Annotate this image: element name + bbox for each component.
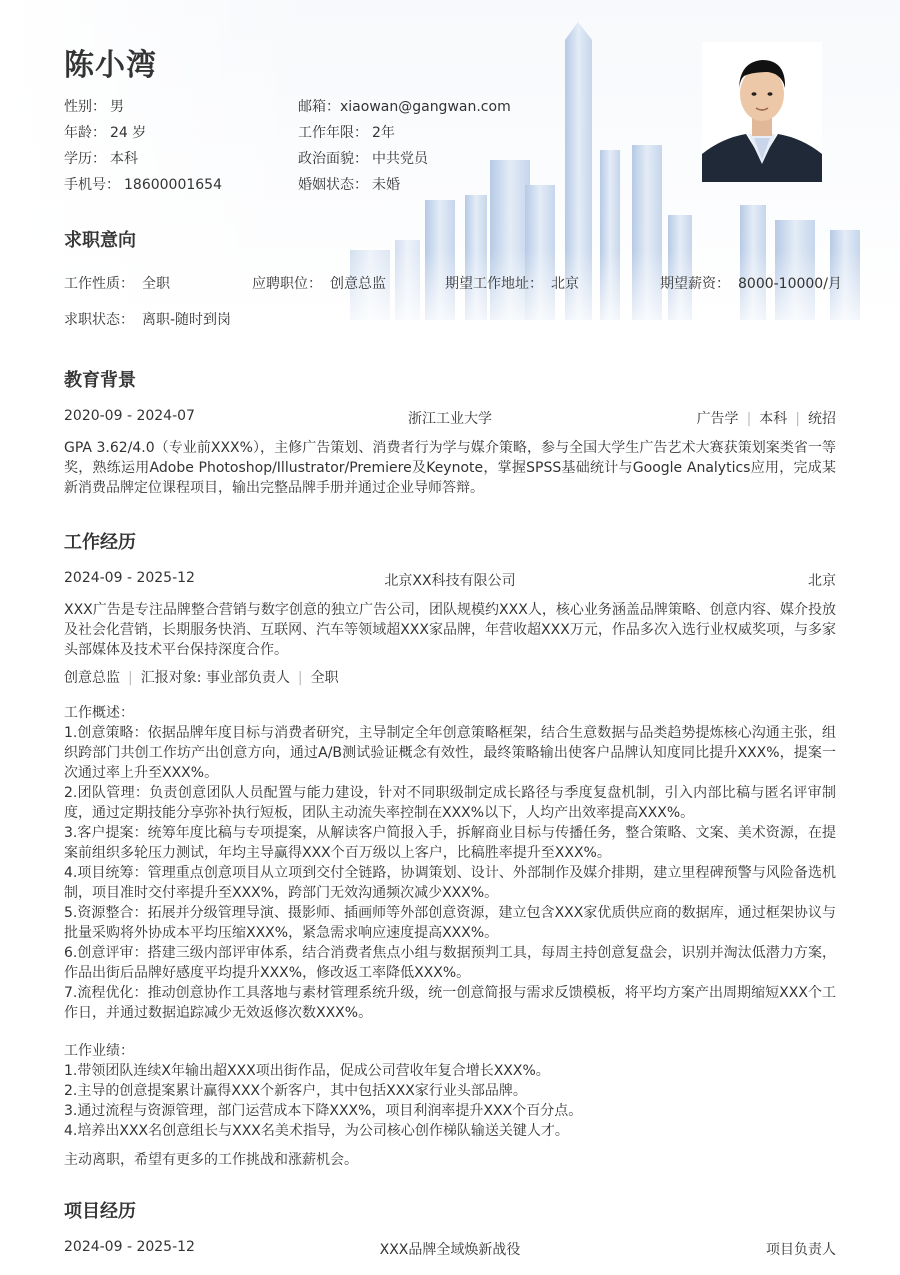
work-overview: 工作概述： 1.创意策略：依据品牌年度目标与消费者研究，主导制定全年创意策略框架，结合生意数据与品类趋势提炼核心沟通主张，组织跨部门共创工作坊产出创意方向，通过A/B测试验证概念有效性，最终策略输出使客户品牌认知度同比提升XXX%，提案一次通过率上升至XXX%。 2.团队管理：负责创意团队人员配置与能力建设，针对不同职级制定成长路径与季度复盘机制，引入内部比稿与匿名评审制度，通过定期技能分享弥补执行短板，团队主动流失率控制在XXX%以下，人均产出效率提高XXX%。 3.客户提案：统筹年度比稿与专项提案，从解读客户简报入手，拆解商业目标与传播任务，整合策略、文案、美术资源，在提案前组织多轮压力测试，年均主导赢得XXX个百万级以上客户，比稿胜率提升至XXX%。 4.项目统筹：管理重点创意项目从立项到交付全链路，协调策划、设计、外部制作及媒介排期，建立里程碑预警与风险备选机制，项目准时交付率提升至XXX%，跨部门无效沟通频次减少XXX%。 5.资源整合：拓展并分级管理导演、摄影师、插画师等外部创意资源，建立包含XXX家优质供应商的数据库，通过框架协议与批量采购将外协成本平均压缩XXX%，紧急需求响应速度提高XXX%。 6.创意评审：搭建三级内部评审体系，结合消费者焦点小组与数据预判工具，每周主持创意复盘会，识别并淘汰低潜力方案，作品出街后品牌好感度平均提升XXX%，修改返工率降低XXX%。 7.流程优化：推动创意协作工具落地与素材管理系统升级，统一创意简报与需求反馈模板，将平均方案产出周期缩短XXX个工作日，并通过数据追踪减少无效返修次数XXX%。	[64, 705, 836, 1021]
work-title: 工作经历	[64, 532, 136, 553]
education-level-field: 学历： 本科	[64, 151, 138, 167]
leave-reason: 主动离职，希望有更多的工作挑战和涨薪机会。	[64, 1152, 358, 1168]
work-years-field: 工作年限： 2年	[298, 125, 395, 141]
project-name: XXX品牌全域焕新战役	[379, 1242, 521, 1258]
location-field: 期望工作地址： 北京	[445, 276, 579, 292]
age-field: 年龄： 24 岁	[64, 125, 147, 141]
education-description: GPA 3.62/4.0（专业前XXX%），主修广告策划、消费者行为学与媒介策略，参与全国大学生广告艺术大赛获策划案类省一等奖，熟练运用Adobe Photoshop/Illustrator/Premiere及Keynote，掌握SPSS基础统计与Google Analytics应用，完成某新消费品牌定位课程项目，输出完整品牌手册并通过企业导师答辩。	[64, 440, 836, 496]
phone-field: 手机号： 18600001654	[64, 177, 222, 193]
candidate-name: 陈小湾	[64, 48, 157, 83]
achievement-item: 1.带领团队连续X年输出超XXX项出街作品，促成公司营收年复合增长XXX%。	[64, 1063, 550, 1079]
education-title: 教育背景	[64, 370, 136, 391]
school-name: 浙江工业大学	[408, 411, 492, 427]
overview-item: 1.创意策略：依据品牌年度目标与消费者研究，主导制定全年创意策略框架，结合生意数据与品类趋势提炼核心沟通主张，组织跨部门共创工作坊产出创意方向，通过A/B测试验证概念有效性，最终策略输出使客户品牌认知度同比提升XXX%，提案一次通过率上升至XXX%。	[64, 725, 836, 781]
job-type-field: 工作性质： 全职	[64, 276, 170, 292]
gender-field: 性别： 男	[64, 99, 124, 115]
marital-status-field: 婚姻状态： 未婚	[298, 177, 400, 193]
company-description: XXX广告是专注品牌整合营销与数字创意的独立广告公司，团队规模约XXX人，核心业务涵盖品牌策略、创意内容、媒介投放及社会化营销，长期服务快消、互联网、汽车等领域超XXX家品牌，年营收超XXX万元，作品多次入选行业权威奖项，与多家头部媒体及技术平台保持深度合作。	[64, 602, 836, 658]
overview-item: 4.项目统筹：管理重点创意项目从立项到交付全链路，协调策划、设计、外部制作及媒介排期，建立里程碑预警与风险备选机制，项目准时交付率提升至XXX%，跨部门无效沟通频次减少XXX%。	[64, 865, 836, 901]
education-date: 2020-09 - 2024-07	[64, 408, 195, 424]
company-name: 北京XX科技有限公司	[384, 573, 516, 589]
project-title: 项目经历	[64, 1201, 136, 1222]
education-tags: 广告学 | 本科 | 统招	[696, 411, 836, 427]
work-achievements: 工作业绩： 1.带领团队连续X年输出超XXX项出街作品，促成公司营收年复合增长XXX%。 2.主导的创意提案累计赢得XXX个新客户，其中包括XXX家行业头部品牌。 3.通过流程与资源管理，部门运营成本下降XXX%，项目利润率提升XXX个百分点。 4.培养出XXX名创意组长与XXX名美术指导，为公司核心创作梯队输送关键人才。	[64, 1041, 836, 1141]
political-status-field: 政治面貌： 中共党员	[298, 151, 428, 167]
work-date: 2024-09 - 2025-12	[64, 570, 195, 586]
position-field: 应聘职位： 创意总监	[252, 276, 386, 292]
project-role: 项目负责人	[766, 1242, 836, 1258]
overview-item: 7.流程优化：推动创意协作工具落地与素材管理系统升级，统一创意简报与需求反馈模板，将平均方案产出周期缩短XXX个工作日，并通过数据追踪减少无效返修次数XXX%。	[64, 985, 836, 1021]
overview-item: 2.团队管理：负责创意团队人员配置与能力建设，针对不同职级制定成长路径与季度复盘机制，引入内部比稿与匿名评审制度，通过定期技能分享弥补执行短板，团队主动流失率控制在XXX%以下，人均产出效率提高XXX%。	[64, 785, 836, 821]
profile-photo	[702, 42, 822, 182]
achievement-item: 2.主导的创意提案累计赢得XXX个新客户，其中包括XXX家行业头部品牌。	[64, 1083, 527, 1099]
work-tags: 创意总监 | 汇报对象: 事业部负责人 | 全职	[64, 670, 339, 686]
job-intent-title: 求职意向	[64, 230, 136, 251]
job-status-field: 求职状态： 离职-随时到岗	[64, 312, 232, 328]
salary-field: 期望薪资： 8000-10000/月	[660, 276, 842, 292]
overview-item: 5.资源整合：拓展并分级管理导演、摄影师、插画师等外部创意资源，建立包含XXX家优质供应商的数据库，通过框架协议与批量采购将外协成本平均压缩XXX%，紧急需求响应速度提高XXX%。	[64, 905, 836, 941]
achievement-item: 3.通过流程与资源管理，部门运营成本下降XXX%，项目利润率提升XXX个百分点。	[64, 1103, 583, 1119]
work-city: 北京	[808, 573, 836, 589]
overview-item: 6.创意评审：搭建三级内部评审体系，结合消费者焦点小组与数据预判工具，每周主持创意复盘会，识别并淘汰低潜力方案，作品出街后品牌好感度平均提升XXX%，修改返工率降低XXX%。	[64, 945, 836, 981]
overview-item: 3.客户提案：统筹年度比稿与专项提案，从解读客户简报入手，拆解商业目标与传播任务，整合策略、文案、美术资源，在提案前组织多轮压力测试，年均主导赢得XXX个百万级以上客户，比稿胜率提升至XXX%。	[64, 825, 836, 861]
project-date: 2024-09 - 2025-12	[64, 1239, 195, 1255]
achievement-item: 4.培养出XXX名创意组长与XXX名美术指导，为公司核心创作梯队输送关键人才。	[64, 1123, 569, 1139]
email-field: 邮箱：xiaowan@gangwan.com	[298, 99, 511, 115]
